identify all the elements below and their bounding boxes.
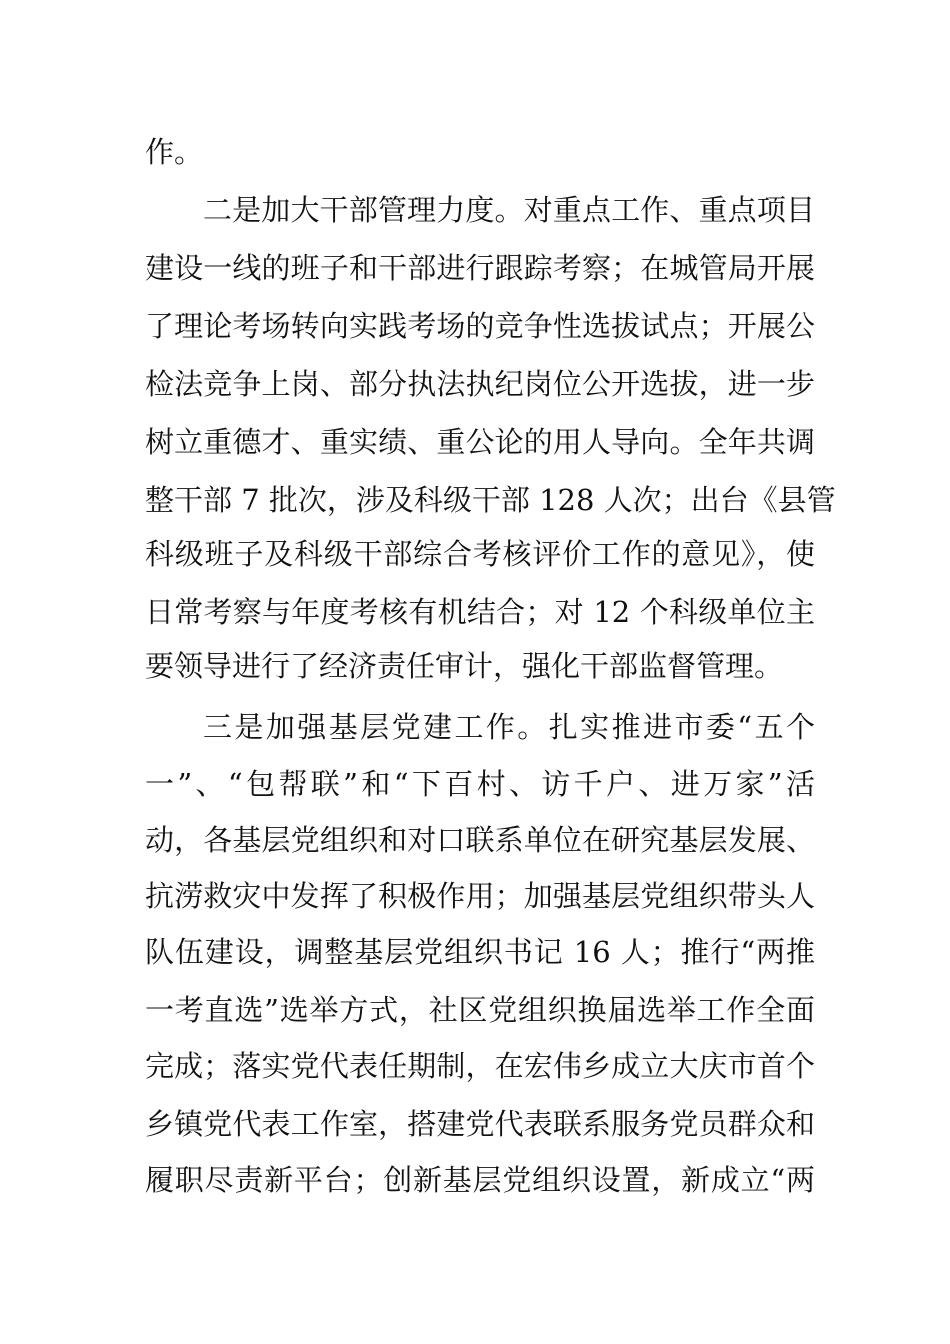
text-line: 要领导进行了经济责任审计，强化干部监督管理。 [145, 649, 784, 683]
text-line: 队伍建设，调整基层党组织书记 16 人；推行“两推 [145, 935, 815, 969]
text-line: 树立重德才、重实绩、重公论的用人导向。全年共调 [145, 425, 815, 459]
text-line: 三是加强基层党建工作。扎实推进市委“五个 [203, 710, 815, 744]
text-line: 乡镇党代表工作室，搭建党代表联系服务党员群众和 [145, 1107, 815, 1141]
text-line: 一考直选”选举方式，社区党组织换届选举工作全面 [145, 993, 815, 1027]
text-line: 动，各基层党组织和对口联系单位在研究基层发展、 [145, 823, 815, 857]
text-line: 履职尽责新平台；创新基层党组织设置，新成立“两 [145, 1163, 815, 1197]
text-line: 建设一线的班子和干部进行跟踪考察；在城管局开展 [145, 251, 815, 285]
text-line: 日常考察与年度考核有机结合；对 12 个科级单位主 [145, 595, 815, 629]
text-line: 抗涝救灾中发挥了积极作用；加强基层党组织带头人 [145, 879, 815, 913]
text-line: 了理论考场转向实践考场的竞争性选拔试点；开展公 [145, 309, 815, 343]
text-line: 整干部 7 批次，涉及科级干部 128 人次；出台《县管 [145, 483, 836, 517]
text-line: 检法竞争上岗、部分执法执纪岗位公开选拔，进一步 [145, 367, 815, 401]
text-line: 二是加大干部管理力度。对重点工作、重点项目 [203, 193, 815, 227]
text-line: 一”、“包帮联”和“下百村、访千户、进万家”活 [145, 767, 815, 801]
text-line: 完成；落实党代表任期制，在宏伟乡成立大庆市首个 [145, 1049, 815, 1083]
text-line: 科级班子及科级干部综合考核评价工作的意见》，使 [145, 537, 815, 571]
text-line: 作。 [145, 135, 204, 169]
